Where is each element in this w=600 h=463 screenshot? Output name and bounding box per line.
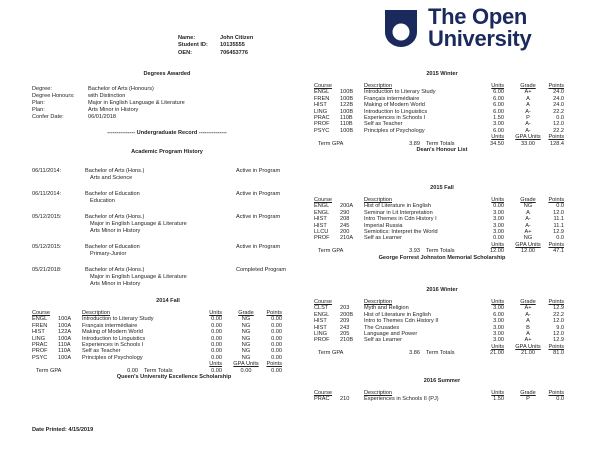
- program-plan: Major in English Language & Literature: [90, 220, 187, 227]
- term-gpa-label: Term GPA: [318, 140, 344, 147]
- program-status: Active in Program: [236, 244, 281, 251]
- course-grade: NG: [241, 316, 251, 323]
- grade-header: Grade: [520, 299, 536, 305]
- course-description: Introduction to Linguistics: [82, 335, 146, 342]
- oen-value: 706453776: [220, 49, 248, 56]
- term-award: George Forrest Johnston Memorial Scholarship: [378, 254, 506, 261]
- term-gpa-label: Term GPA: [318, 350, 344, 357]
- course-description: Français intermédiaire: [364, 95, 420, 102]
- program-history-title: Academic Program History: [131, 149, 203, 155]
- degree-field-label: Plan:: [32, 99, 45, 106]
- course-number: 209: [340, 318, 350, 325]
- course-units: 0.00: [211, 335, 222, 342]
- course-subject: CLST: [314, 305, 329, 312]
- totals-gpa-units-header: GPA Units: [515, 343, 541, 350]
- logo-line-1: The Open: [428, 4, 528, 29]
- course-subject: LING: [32, 335, 46, 342]
- course-number: 200B: [340, 311, 354, 318]
- course-subject: PRAC: [32, 342, 48, 348]
- program-name: Bachelor of Arts (Hons.): [85, 168, 145, 174]
- course-number: 110A: [58, 342, 71, 348]
- degree-field-label: Degree Honours:: [32, 92, 75, 99]
- course-units: 1.50: [493, 115, 504, 121]
- course-units: 0.00: [493, 235, 504, 242]
- course-points: 12.0: [553, 331, 564, 337]
- program-date: 05/12/2015:: [32, 214, 62, 221]
- course-subject: PROF: [32, 348, 48, 355]
- course-number: 100A: [58, 316, 72, 323]
- course-number: 243: [340, 324, 350, 331]
- term-total-points: 81.0: [553, 350, 564, 357]
- program-status: Active in Program: [236, 214, 281, 221]
- course-number: 210: [340, 396, 350, 403]
- course-description: Experiences in Schools I: [82, 342, 144, 348]
- course-subject: HIST: [314, 222, 327, 229]
- term-total-gpa-units: 0.00: [240, 367, 252, 374]
- course-subject: HIST: [314, 216, 327, 223]
- course-units: 0.00: [493, 203, 504, 210]
- course-subject: PROF: [314, 121, 330, 128]
- course-points: 12.9: [553, 337, 564, 344]
- course-description: Intro to Themes Cdn History II: [364, 318, 439, 325]
- program-date: 06/11/2014:: [32, 168, 62, 174]
- term-title: 2015 Winter: [426, 71, 458, 77]
- degree-field-value: with Distinction: [88, 92, 126, 99]
- term-totals-label: Term Totals: [426, 350, 455, 357]
- course-grade: A: [526, 102, 530, 109]
- course-points: 9.0: [556, 324, 564, 331]
- grade-header: Grade: [520, 83, 536, 89]
- description-header: Description: [364, 83, 392, 89]
- course-number: 100B: [340, 108, 354, 115]
- course-subject: ENGL: [314, 209, 330, 216]
- course-subject: FREN: [32, 322, 48, 329]
- totals-gpa-units-header: GPA Units: [233, 361, 259, 368]
- program-name: Bachelor of Arts (Hons.): [85, 214, 145, 221]
- course-units: 3.00: [493, 121, 504, 128]
- totals-units-header: Units: [209, 361, 222, 368]
- course-grade: A: [526, 95, 530, 102]
- program-status: Active in Program: [236, 191, 281, 198]
- term-award: Queen's University Excellence Scholarship: [116, 374, 232, 381]
- course-description: Self as Learner: [364, 337, 402, 344]
- course-description: Principles of Psychology: [364, 127, 425, 134]
- course-number: 100A: [58, 322, 72, 329]
- course-description: Making of Modern World: [82, 329, 143, 336]
- degree-field-value: 06/01/2018: [88, 113, 116, 120]
- course-points: 0.00: [271, 329, 282, 336]
- program-plan: Arts Minor in History: [90, 280, 141, 287]
- course-grade: A-: [525, 311, 531, 318]
- course-grade: A-: [525, 121, 531, 128]
- term-total-units: 0.00: [211, 367, 222, 374]
- course-grade: A+: [524, 89, 532, 96]
- logo-line-2: University: [428, 26, 532, 51]
- totals-units-header: Units: [491, 134, 504, 141]
- date-printed-value: 4/15/2019: [68, 427, 94, 433]
- degree-field-label: Degree:: [32, 86, 52, 92]
- points-header: Points: [548, 299, 564, 305]
- course-points: 0.0: [556, 235, 564, 242]
- course-subject: LING: [314, 331, 328, 337]
- course-units: 3.00: [493, 305, 504, 312]
- course-points: 12.0: [553, 121, 564, 128]
- student-id-label: Student ID:: [178, 42, 208, 49]
- course-description: The Crusades: [364, 324, 400, 331]
- course-grade: A: [526, 331, 530, 337]
- course-description: Introduction to Linguistics: [364, 108, 428, 115]
- course-subject: ENGL: [32, 316, 48, 323]
- course-description: Experiences in Schools I: [364, 115, 426, 121]
- term-total-gpa-units: 21.00: [521, 350, 535, 357]
- totals-points-header: Points: [548, 343, 564, 350]
- course-grade: A+: [524, 305, 532, 312]
- term-totals-label: Term Totals: [426, 248, 455, 255]
- degrees-awarded-title: Degrees Awarded: [143, 71, 191, 77]
- term-title: 2015 Fall: [430, 185, 454, 191]
- course-grade: NG: [241, 354, 251, 361]
- description-header: Description: [364, 197, 392, 203]
- program-plan: Education: [90, 197, 115, 204]
- course-points: 0.00: [271, 348, 282, 355]
- degree-field-label: Plan:: [32, 106, 45, 113]
- term-total-points: 47.1: [553, 248, 564, 255]
- term-total-units: 21.00: [490, 350, 504, 357]
- course-subject: PSYC: [314, 127, 330, 134]
- open-university-shield-icon: [383, 8, 419, 48]
- course-description: Myth and Religion: [364, 305, 409, 312]
- term-total-points: 128.4: [550, 140, 564, 147]
- course-subject: PROF: [314, 235, 330, 242]
- course-description: Experiences in Schools II (PJ): [364, 396, 439, 403]
- course-grade: A-: [525, 108, 531, 115]
- term-total-gpa-units: 33.00: [521, 140, 535, 147]
- totals-units-header: Units: [491, 241, 504, 248]
- course-description: Semiotics: Interpret the World: [364, 229, 438, 235]
- term-total-units: 34.50: [490, 140, 504, 147]
- degree-field-value: Arts Minor in History: [88, 106, 139, 113]
- program-plan: Arts Minor in History: [90, 227, 141, 234]
- date-printed-label: Date Printed:: [32, 427, 67, 433]
- course-points: 12.9: [553, 229, 564, 235]
- course-subject: PRAC: [314, 115, 330, 121]
- course-grade: P: [526, 115, 530, 121]
- course-points: 22.2: [553, 311, 564, 318]
- course-number: 110A: [58, 348, 71, 355]
- units-header: Units: [209, 310, 222, 316]
- course-points: 0.0: [556, 115, 564, 121]
- course-subject: HIST: [314, 318, 327, 325]
- term-total-gpa-units: 12.00: [521, 248, 535, 255]
- course-description: Self as Teacher: [82, 348, 121, 355]
- points-header: Points: [548, 197, 564, 203]
- units-header: Units: [491, 299, 504, 305]
- course-units: 6.00: [493, 102, 504, 109]
- course-number: 210A: [340, 235, 354, 242]
- program-status: Active in Program: [236, 168, 281, 174]
- course-description: Intro Themes in Cdn History I: [364, 216, 437, 223]
- course-grade: A: [526, 318, 530, 325]
- course-subject: HIST: [314, 102, 327, 109]
- course-points: 0.0: [556, 203, 564, 210]
- totals-gpa-units-header: GPA Units: [515, 241, 541, 248]
- course-points: 12.0: [553, 209, 564, 216]
- course-subject: HIST: [314, 324, 327, 331]
- undergraduate-record-title: --------------- Undergraduate Record ---------------: [107, 130, 227, 136]
- course-units: 3.00: [493, 222, 504, 229]
- term-gpa-value: 3.86: [409, 350, 420, 357]
- term-totals-label: Term Totals: [426, 140, 455, 147]
- course-subject: ENGL: [314, 89, 330, 96]
- points-header: Points: [266, 310, 282, 316]
- course-subject: LLCU: [314, 229, 329, 235]
- course-subject: ENGL: [314, 203, 330, 210]
- totals-gpa-units-header: GPA Units: [515, 134, 541, 141]
- course-subject: HIST: [32, 329, 45, 336]
- course-description: Self as Teacher: [364, 121, 403, 128]
- course-description: Seminar in Lit Interpretation: [364, 209, 433, 216]
- term-gpa-label: Term GPA: [36, 367, 62, 374]
- course-units: 0.00: [211, 322, 222, 329]
- grade-header: Grade: [238, 310, 254, 316]
- course-points: 0.00: [271, 316, 282, 323]
- course-description: Hist of Literature in English: [364, 203, 431, 210]
- course-description: Français intermédiaire: [82, 322, 138, 329]
- degree-field-label: Confer Date:: [32, 113, 64, 120]
- degree-field-value: Bachelor of Arts (Honours): [88, 86, 154, 92]
- program-status: Completed Program: [236, 267, 287, 274]
- course-number: 122B: [340, 102, 354, 109]
- course-description: Language and Power: [364, 331, 418, 337]
- name-label: Name:: [178, 35, 196, 41]
- course-grade: NG: [241, 329, 251, 336]
- course-number: 100A: [58, 335, 72, 342]
- course-grade: A-: [525, 216, 531, 223]
- course-grade: A+: [524, 229, 532, 235]
- program-name: Bachelor of Education: [85, 191, 140, 198]
- term-gpa-value: 3.89: [409, 140, 420, 147]
- course-units: 6.00: [493, 311, 504, 318]
- course-number: 100B: [340, 127, 354, 134]
- course-description: Principles of Psychology: [82, 354, 143, 361]
- term-title: 2014 Fall: [156, 298, 180, 304]
- course-subject: PSYC: [32, 354, 48, 361]
- grade-header: Grade: [520, 390, 536, 396]
- course-grade: A-: [525, 222, 531, 229]
- course-points: 12.0: [553, 318, 564, 325]
- program-date: 06/11/2014:: [32, 191, 62, 198]
- course-header: Course: [314, 197, 333, 203]
- course-number: 200A: [340, 203, 354, 210]
- course-units: 3.00: [493, 229, 504, 235]
- course-header: Course: [314, 390, 333, 396]
- totals-points-header: Points: [548, 241, 564, 248]
- course-number: 290: [340, 209, 350, 216]
- totals-points-header: Points: [266, 361, 282, 368]
- course-number: 208: [340, 216, 350, 223]
- course-units: 0.00: [211, 348, 222, 355]
- term-award: Dean's Honour List: [416, 147, 468, 154]
- course-number: 100B: [340, 89, 354, 96]
- course-points: 24.0: [553, 89, 564, 96]
- totals-points-header: Points: [548, 134, 564, 141]
- course-header: Course: [314, 299, 333, 305]
- degrees-awarded-list: [32, 86, 185, 120]
- course-grade: A: [526, 209, 530, 216]
- term-total-units: 12.00: [490, 248, 504, 255]
- description-header: Description: [364, 299, 392, 305]
- course-grade: P: [526, 396, 530, 403]
- course-header: Course: [314, 83, 333, 89]
- description-header: Description: [82, 310, 110, 316]
- course-units: 3.00: [493, 324, 504, 331]
- program-plan: Arts and Science: [90, 174, 133, 181]
- course-number: 110B: [340, 115, 353, 121]
- course-units: 3.00: [493, 318, 504, 325]
- course-units: 0.00: [211, 316, 222, 323]
- student-name: John Citizen: [220, 35, 254, 41]
- course-units: 6.00: [493, 95, 504, 102]
- course-number: 205: [340, 331, 350, 337]
- units-header: Units: [491, 197, 504, 203]
- course-points: 0.00: [271, 335, 282, 342]
- course-units: 6.00: [493, 89, 504, 96]
- term-gpa-label: Term GPA: [318, 248, 344, 255]
- course-points: 11.1: [553, 222, 564, 229]
- course-description: Imperial Russia: [364, 222, 403, 229]
- course-number: 200: [340, 229, 350, 235]
- student-info: [178, 35, 253, 56]
- course-header: Course: [32, 310, 51, 316]
- term-title: 2016 Winter: [426, 287, 458, 293]
- course-points: 0.0: [556, 396, 564, 403]
- program-date: 05/12/2015:: [32, 244, 62, 251]
- term-gpa-value: 3.93: [409, 248, 420, 255]
- course-points: 0.00: [271, 322, 282, 329]
- program-name: Bachelor of Arts (Hons.): [85, 267, 145, 274]
- course-points: 24.0: [553, 95, 564, 102]
- course-grade: A-: [525, 127, 531, 134]
- grade-header: Grade: [520, 197, 536, 203]
- course-grade: A+: [524, 337, 532, 344]
- units-header: Units: [491, 83, 504, 89]
- course-units: 3.00: [493, 216, 504, 223]
- program-plan: Major in English Language & Literature: [90, 273, 187, 280]
- oen-label: OEN:: [178, 49, 192, 56]
- course-units: 0.00: [211, 329, 222, 336]
- course-number: 245: [340, 222, 350, 229]
- totals-units-header: Units: [491, 343, 504, 350]
- date-printed: [32, 427, 93, 433]
- course-number: 122A: [58, 329, 72, 336]
- logo-wordmark: [428, 6, 531, 50]
- term-totals-label: Term Totals: [144, 367, 173, 374]
- course-units: 6.00: [493, 108, 504, 115]
- course-units: 6.00: [493, 127, 504, 134]
- course-units: 3.00: [493, 331, 504, 337]
- course-description: Introduction to Literary Study: [82, 316, 154, 323]
- program-name: Bachelor of Education: [85, 244, 140, 251]
- course-description: Self as Learner: [364, 235, 402, 242]
- course-grade: NG: [241, 322, 251, 329]
- course-points: 0.00: [271, 354, 282, 361]
- course-grade: B: [526, 324, 530, 331]
- course-units: 0.00: [211, 342, 222, 348]
- course-subject: PROF: [314, 337, 330, 344]
- program-plan: Primary-Junior: [90, 250, 127, 257]
- points-header: Points: [548, 83, 564, 89]
- course-description: Making of Modern World: [364, 102, 425, 109]
- course-points: 24.0: [553, 102, 564, 109]
- course-points: 22.2: [553, 127, 564, 134]
- course-units: 1.50: [493, 396, 504, 403]
- course-grade: NG: [523, 203, 533, 210]
- course-number: 210B: [340, 337, 354, 344]
- course-description: Introduction to Literary Study: [364, 89, 436, 96]
- course-number: 100A: [58, 354, 72, 361]
- course-subject: ENGL: [314, 311, 330, 318]
- course-points: 0.00: [271, 342, 282, 348]
- course-subject: PRAC: [314, 396, 330, 403]
- course-subject: FREN: [314, 95, 330, 102]
- student-id: 10135555: [220, 42, 245, 49]
- degree-field-value: Major in English Language & Literature: [88, 99, 185, 106]
- course-number: 203: [340, 305, 350, 312]
- course-number: 100B: [340, 95, 354, 102]
- university-logo: [383, 6, 583, 54]
- course-number: 110B: [340, 121, 353, 128]
- course-units: 3.00: [493, 337, 504, 344]
- course-units: 3.00: [493, 209, 504, 216]
- term-total-points: 0.00: [271, 367, 282, 374]
- units-header: Units: [491, 390, 504, 396]
- course-points: 22.2: [553, 108, 564, 115]
- term-gpa-value: 0.00: [127, 367, 138, 374]
- course-grade: NG: [241, 348, 251, 355]
- term-title: 2016 Summer: [423, 378, 461, 384]
- course-grade: NG: [523, 235, 533, 242]
- course-grade: NG: [241, 342, 251, 348]
- points-header: Points: [548, 390, 564, 396]
- course-description: Hist of Literature in English: [364, 311, 431, 318]
- course-units: 0.00: [211, 354, 222, 361]
- program-date: 05/21/2018:: [32, 267, 62, 274]
- description-header: Description: [364, 390, 392, 396]
- course-subject: LING: [314, 108, 328, 115]
- course-points: 12.9: [553, 305, 564, 312]
- course-grade: NG: [241, 335, 251, 342]
- course-points: 11.1: [553, 216, 564, 223]
